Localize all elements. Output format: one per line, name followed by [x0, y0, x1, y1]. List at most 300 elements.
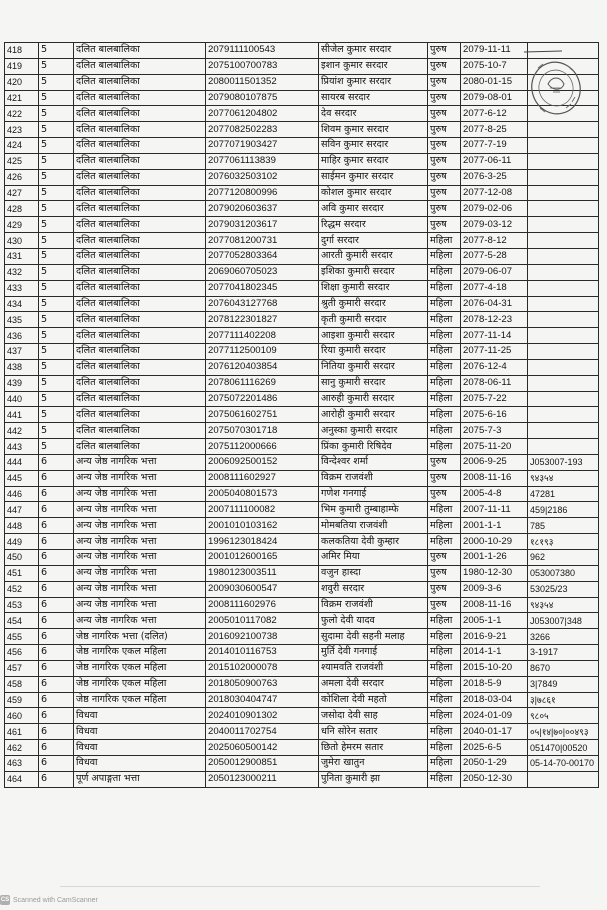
registration-number-cell: 2077111402208 [206, 328, 319, 344]
id-number-cell: J053007|348 [528, 613, 599, 629]
birth-date-cell: 2077-4-18 [461, 280, 528, 296]
registration-number-cell: 2078061116269 [206, 375, 319, 391]
program-code-cell: 6 [39, 550, 74, 566]
beneficiary-name-cell: इशिका कुमारी सरदार [319, 264, 428, 280]
registration-number-cell: 2077071903427 [206, 138, 319, 154]
birth-date-cell: 2075-11-20 [461, 439, 528, 455]
birth-date-cell: 2078-06-11 [461, 375, 528, 391]
gender-cell: महिला [428, 423, 461, 439]
serial-number-cell: 450 [5, 550, 39, 566]
birth-date-cell: 2077-8-12 [461, 233, 528, 249]
registration-number-cell: 2077041802345 [206, 280, 319, 296]
program-code-cell: 5 [39, 169, 74, 185]
registration-number-cell: 2001012600165 [206, 550, 319, 566]
serial-number-cell: 448 [5, 518, 39, 534]
gender-cell: पुरुष [428, 43, 461, 59]
program-code-cell: 5 [39, 185, 74, 201]
table-row [5, 645, 599, 661]
registration-number-cell: 2077120800996 [206, 185, 319, 201]
birth-date-cell: 2024-01-09 [461, 708, 528, 724]
gender-cell: पुरुष [428, 597, 461, 613]
birth-date-cell: 2077-11-25 [461, 344, 528, 360]
id-number-cell: 8670 [528, 660, 599, 676]
id-number-cell: 785 [528, 518, 599, 534]
beneficiary-name-cell: इशान कुमार सरदार [319, 58, 428, 74]
serial-number-cell: 430 [5, 233, 39, 249]
birth-date-cell: 2075-6-16 [461, 407, 528, 423]
birth-date-cell: 2006-9-25 [461, 454, 528, 470]
program-code-cell: 6 [39, 771, 74, 787]
table-row [5, 613, 599, 629]
program-code-cell: 5 [39, 217, 74, 233]
serial-number-cell: 428 [5, 201, 39, 217]
table-row [5, 233, 599, 249]
birth-date-cell: 2008-11-16 [461, 470, 528, 486]
serial-number-cell: 425 [5, 153, 39, 169]
serial-number-cell: 420 [5, 74, 39, 90]
gender-cell: पुरुष [428, 90, 461, 106]
gender-cell: पुरुष [428, 550, 461, 566]
program-category-cell: दलित बालबालिका [74, 90, 206, 106]
serial-number-cell: 439 [5, 375, 39, 391]
table-row [5, 660, 599, 676]
id-number-cell [528, 248, 599, 264]
birth-date-cell: 2001-1-26 [461, 550, 528, 566]
birth-date-cell: 2080-01-15 [461, 74, 528, 90]
gender-cell: महिला [428, 375, 461, 391]
serial-number-cell: 444 [5, 454, 39, 470]
beneficiary-name-cell: सविन कुमार सरदार [319, 138, 428, 154]
id-number-cell [528, 439, 599, 455]
table-row [5, 454, 599, 470]
gender-cell: महिला [428, 692, 461, 708]
beneficiary-name-cell: विक्रम राजवंशी [319, 470, 428, 486]
id-number-cell [528, 233, 599, 249]
birth-date-cell: 2018-5-9 [461, 676, 528, 692]
serial-number-cell: 452 [5, 581, 39, 597]
birth-date-cell: 2040-01-17 [461, 724, 528, 740]
gender-cell: महिला [428, 645, 461, 661]
program-category-cell: जेष्ठ नागरिक एकल महिला [74, 660, 206, 676]
table-row [5, 106, 599, 122]
program-category-cell: दलित बालबालिका [74, 391, 206, 407]
table-row [5, 264, 599, 280]
program-category-cell: अन्य जेष्ठ नागरिक भत्ता [74, 454, 206, 470]
serial-number-cell: 431 [5, 248, 39, 264]
program-category-cell: विधवा [74, 724, 206, 740]
registration-number-cell: 2018050900763 [206, 676, 319, 692]
birth-date-cell: 2076-04-31 [461, 296, 528, 312]
serial-number-cell: 419 [5, 58, 39, 74]
program-category-cell: दलित बालबालिका [74, 328, 206, 344]
serial-number-cell: 435 [5, 312, 39, 328]
beneficiary-name-cell: छितो हेमरम सतार [319, 740, 428, 756]
beneficiary-name-cell: प्रियांश कुमार सरदार [319, 74, 428, 90]
table-row [5, 708, 599, 724]
program-code-cell: 5 [39, 233, 74, 249]
serial-number-cell: 460 [5, 708, 39, 724]
gender-cell: महिला [428, 359, 461, 375]
beneficiary-name-cell: जसोदा देवी साह [319, 708, 428, 724]
table-row [5, 296, 599, 312]
registration-number-cell: 2079111100543 [206, 43, 319, 59]
program-category-cell: पूर्ण अपाङ्गता भत्ता [74, 771, 206, 787]
birth-date-cell: 2079-03-12 [461, 217, 528, 233]
program-code-cell: 6 [39, 613, 74, 629]
table-row [5, 185, 599, 201]
program-category-cell: जेष्ठ नागरिक एकल महिला [74, 676, 206, 692]
table-body [5, 43, 599, 788]
registration-number-cell: 2040011702754 [206, 724, 319, 740]
table-row [5, 407, 599, 423]
beneficiary-name-cell: आइशा कुमारी सरदार [319, 328, 428, 344]
serial-number-cell: 451 [5, 565, 39, 581]
program-category-cell: दलित बालबालिका [74, 280, 206, 296]
registration-number-cell: 1996123018424 [206, 534, 319, 550]
program-code-cell: 5 [39, 439, 74, 455]
table-row [5, 344, 599, 360]
serial-number-cell: 453 [5, 597, 39, 613]
registration-number-cell: 2005010117082 [206, 613, 319, 629]
table-row [5, 470, 599, 486]
program-code-cell: 5 [39, 423, 74, 439]
program-code-cell: 5 [39, 328, 74, 344]
birth-date-cell: 2050-1-29 [461, 755, 528, 771]
id-number-cell: 051470|00520 [528, 740, 599, 756]
program-category-cell: दलित बालबालिका [74, 74, 206, 90]
program-code-cell: 5 [39, 248, 74, 264]
beneficiary-name-cell: फुलो देवी यादव [319, 613, 428, 629]
gender-cell: पुरुष [428, 169, 461, 185]
gender-cell: महिला [428, 534, 461, 550]
table-row [5, 328, 599, 344]
id-number-cell [528, 280, 599, 296]
office-stamp [520, 46, 584, 124]
gender-cell: महिला [428, 296, 461, 312]
program-category-cell: दलित बालबालिका [74, 439, 206, 455]
beneficiary-name-cell: सायरब सरदार [319, 90, 428, 106]
program-code-cell: 5 [39, 74, 74, 90]
program-category-cell: दलित बालबालिका [74, 375, 206, 391]
program-category-cell: दलित बालबालिका [74, 423, 206, 439]
birth-date-cell: 2007-11-11 [461, 502, 528, 518]
beneficiary-name-cell: रिया कुमारी सरदार [319, 344, 428, 360]
program-category-cell: विधवा [74, 740, 206, 756]
id-number-cell [528, 407, 599, 423]
table-row [5, 534, 599, 550]
serial-number-cell: 445 [5, 470, 39, 486]
beneficiary-name-cell: आरुही कुमारी सरदार [319, 391, 428, 407]
serial-number-cell: 442 [5, 423, 39, 439]
id-number-cell: 3266 [528, 629, 599, 645]
gender-cell: महिला [428, 771, 461, 787]
registration-number-cell: 2050012900851 [206, 755, 319, 771]
table-row [5, 248, 599, 264]
beneficiary-name-cell: मुर्ति देवी गनगाई [319, 645, 428, 661]
beneficiary-name-cell: शिवम कुमार सरदार [319, 122, 428, 138]
id-number-cell [528, 375, 599, 391]
beneficiary-name-cell: श्यामवति राजवंशी [319, 660, 428, 676]
id-number-cell [528, 122, 599, 138]
camscanner-logo-icon: CS [0, 897, 10, 903]
program-category-cell: अन्य जेष्ठ नागरिक भत्ता [74, 502, 206, 518]
id-number-cell: 3|7849 [528, 676, 599, 692]
id-number-cell [528, 328, 599, 344]
table-row [5, 359, 599, 375]
table-row [5, 518, 599, 534]
table-row [5, 629, 599, 645]
table-row [5, 550, 599, 566]
beneficiary-name-cell: मोमबतिया राजवंशी [319, 518, 428, 534]
birth-date-cell: 2008-11-16 [461, 597, 528, 613]
program-category-cell: दलित बालबालिका [74, 312, 206, 328]
gender-cell: पुरुष [428, 58, 461, 74]
beneficiary-name-cell: दुर्गा सरदार [319, 233, 428, 249]
registration-number-cell: 1980123003511 [206, 565, 319, 581]
id-number-cell: ९४३५४ [528, 597, 599, 613]
beneficiary-name-cell: शिक्षा कुमारी सरदार [319, 280, 428, 296]
program-code-cell: 6 [39, 534, 74, 550]
program-category-cell: विधवा [74, 708, 206, 724]
serial-number-cell: 446 [5, 486, 39, 502]
gender-cell: महिला [428, 502, 461, 518]
program-code-cell: 5 [39, 296, 74, 312]
birth-date-cell: 2025-6-5 [461, 740, 528, 756]
registration-number-cell: 2076032503102 [206, 169, 319, 185]
gender-cell: महिला [428, 724, 461, 740]
registration-number-cell: 2075061602751 [206, 407, 319, 423]
serial-number-cell: 424 [5, 138, 39, 154]
birth-date-cell: 2077-8-25 [461, 122, 528, 138]
serial-number-cell: 438 [5, 359, 39, 375]
beneficiary-name-cell: साईमन कुमार सरदार [319, 169, 428, 185]
id-number-cell: ९८०५ [528, 708, 599, 724]
program-category-cell: जेष्ठ नागरिक भत्ता (दलित) [74, 629, 206, 645]
birth-date-cell: 2075-7-22 [461, 391, 528, 407]
id-number-cell: 3-1917 [528, 645, 599, 661]
gender-cell: महिला [428, 248, 461, 264]
table-row [5, 439, 599, 455]
table-row [5, 692, 599, 708]
beneficiary-name-cell: सीजेल कुमार सरदार [319, 43, 428, 59]
program-category-cell: दलित बालबालिका [74, 185, 206, 201]
gender-cell: पुरुष [428, 138, 461, 154]
serial-number-cell: 455 [5, 629, 39, 645]
program-code-cell: 5 [39, 122, 74, 138]
id-number-cell: 962 [528, 550, 599, 566]
table-row [5, 565, 599, 581]
id-number-cell: 05-14-70-00170 [528, 755, 599, 771]
table-row [5, 755, 599, 771]
serial-number-cell: 457 [5, 660, 39, 676]
beneficiary-name-cell: विक्रम राजवंशी [319, 597, 428, 613]
program-code-cell: 5 [39, 138, 74, 154]
program-code-cell: 6 [39, 502, 74, 518]
registration-number-cell: 2077061113839 [206, 153, 319, 169]
id-number-cell [528, 312, 599, 328]
gender-cell: महिला [428, 391, 461, 407]
table-row [5, 43, 599, 59]
table-row [5, 375, 599, 391]
id-number-cell: ०५|१४|७०|००४९३ [528, 724, 599, 740]
gender-cell: महिला [428, 407, 461, 423]
birth-date-cell: 2077-6-12 [461, 106, 528, 122]
id-number-cell [528, 138, 599, 154]
serial-number-cell: 423 [5, 122, 39, 138]
table-row [5, 724, 599, 740]
program-category-cell: अन्य जेष्ठ नागरिक भत्ता [74, 518, 206, 534]
table-row [5, 169, 599, 185]
birth-date-cell: 2014-1-1 [461, 645, 528, 661]
program-code-cell: 5 [39, 407, 74, 423]
scanner-watermark [0, 893, 98, 907]
program-code-cell: 5 [39, 375, 74, 391]
program-category-cell: दलित बालबालिका [74, 43, 206, 59]
registration-number-cell: 2078122301827 [206, 312, 319, 328]
id-number-cell [528, 391, 599, 407]
gender-cell: पुरुष [428, 454, 461, 470]
birth-date-cell: 2018-03-04 [461, 692, 528, 708]
program-code-cell: 5 [39, 280, 74, 296]
program-category-cell: दलित बालबालिका [74, 138, 206, 154]
table-row [5, 486, 599, 502]
program-code-cell: 5 [39, 58, 74, 74]
birth-date-cell: 2005-1-1 [461, 613, 528, 629]
serial-number-cell: 463 [5, 755, 39, 771]
page-bottom-rule [60, 886, 540, 887]
beneficiary-name-cell: अनुस्का कुमारी सरदार [319, 423, 428, 439]
beneficiary-name-cell: शवुरी सरदार [319, 581, 428, 597]
id-number-cell: ९४३५४ [528, 470, 599, 486]
beneficiary-name-cell: अमिर मिया [319, 550, 428, 566]
gender-cell: महिला [428, 613, 461, 629]
serial-number-cell: 426 [5, 169, 39, 185]
serial-number-cell: 433 [5, 280, 39, 296]
beneficiary-name-cell: प्रिंका कुमारी रिषिदेव [319, 439, 428, 455]
id-number-cell [528, 359, 599, 375]
id-number-cell: 53025/23 [528, 581, 599, 597]
beneficiary-name-cell: नितिया कुमारी सरदार [319, 359, 428, 375]
registration-number-cell: 2079031203617 [206, 217, 319, 233]
gender-cell: महिला [428, 676, 461, 692]
program-category-cell: अन्य जेष्ठ नागरिक भत्ता [74, 550, 206, 566]
table-row [5, 676, 599, 692]
serial-number-cell: 461 [5, 724, 39, 740]
registration-number-cell: 2001010103162 [206, 518, 319, 534]
id-number-cell [528, 296, 599, 312]
gender-cell: महिला [428, 344, 461, 360]
registration-number-cell: 2016092100738 [206, 629, 319, 645]
program-code-cell: 5 [39, 153, 74, 169]
registration-number-cell: 2024010901302 [206, 708, 319, 724]
program-code-cell: 6 [39, 470, 74, 486]
scanner-label: Scanned with CamScanner [13, 896, 98, 904]
program-code-cell: 6 [39, 724, 74, 740]
birth-date-cell: 2077-7-19 [461, 138, 528, 154]
program-code-cell: 6 [39, 755, 74, 771]
serial-number-cell: 427 [5, 185, 39, 201]
registration-number-cell: 2007111100082 [206, 502, 319, 518]
gender-cell: महिला [428, 660, 461, 676]
registration-number-cell: 2077082502283 [206, 122, 319, 138]
birth-date-cell: 2079-02-06 [461, 201, 528, 217]
birth-date-cell: 2079-08-01 [461, 90, 528, 106]
gender-cell: महिला [428, 264, 461, 280]
birth-date-cell: 2005-4-8 [461, 486, 528, 502]
registration-number-cell: 2006092500152 [206, 454, 319, 470]
program-code-cell: 5 [39, 264, 74, 280]
id-number-cell: १८१९३ [528, 534, 599, 550]
serial-number-cell: 432 [5, 264, 39, 280]
id-number-cell [528, 771, 599, 787]
registration-number-cell: 2076120403854 [206, 359, 319, 375]
birth-date-cell: 2077-06-11 [461, 153, 528, 169]
beneficiary-name-cell: धनि सोरेन सतार [319, 724, 428, 740]
id-number-cell [528, 264, 599, 280]
registration-number-cell: 2008111602976 [206, 597, 319, 613]
beneficiary-name-cell: देव सरदार [319, 106, 428, 122]
birth-date-cell: 2015-10-20 [461, 660, 528, 676]
program-code-cell: 6 [39, 676, 74, 692]
beneficiary-name-cell: श्रुती कुमारी सरदार [319, 296, 428, 312]
birth-date-cell: 2075-10-7 [461, 58, 528, 74]
program-category-cell: दलित बालबालिका [74, 233, 206, 249]
birth-date-cell: 2077-5-28 [461, 248, 528, 264]
birth-date-cell: 1980-12-30 [461, 565, 528, 581]
registration-number-cell: 2025060500142 [206, 740, 319, 756]
gender-cell: महिला [428, 755, 461, 771]
beneficiary-name-cell: रिद्धम सरदार [319, 217, 428, 233]
table-row [5, 597, 599, 613]
beneficiary-name-cell: आरोही कुमारी सरदार [319, 407, 428, 423]
table-row [5, 502, 599, 518]
program-category-cell: अन्य जेष्ठ नागरिक भत्ता [74, 470, 206, 486]
program-code-cell: 5 [39, 312, 74, 328]
program-category-cell: अन्य जेष्ठ नागरिक भत्ता [74, 613, 206, 629]
program-category-cell: दलित बालबालिका [74, 201, 206, 217]
registration-number-cell: 2008111602927 [206, 470, 319, 486]
gender-cell: पुरुष [428, 153, 461, 169]
birth-date-cell: 2076-3-25 [461, 169, 528, 185]
serial-number-cell: 447 [5, 502, 39, 518]
table-row [5, 201, 599, 217]
program-code-cell: 5 [39, 90, 74, 106]
id-number-cell [528, 153, 599, 169]
serial-number-cell: 418 [5, 43, 39, 59]
program-code-cell: 6 [39, 454, 74, 470]
registration-number-cell: 2079080107875 [206, 90, 319, 106]
gender-cell: महिला [428, 439, 461, 455]
beneficiary-name-cell: आरती कुमारी सरदार [319, 248, 428, 264]
birth-date-cell: 2050-12-30 [461, 771, 528, 787]
id-number-cell: ३|७८६१ [528, 692, 599, 708]
program-code-cell: 6 [39, 486, 74, 502]
program-category-cell: दलित बालबालिका [74, 296, 206, 312]
table-row [5, 740, 599, 756]
id-number-cell [528, 185, 599, 201]
registration-number-cell: 2075100700783 [206, 58, 319, 74]
program-category-cell: विधवा [74, 755, 206, 771]
table-row [5, 280, 599, 296]
gender-cell: महिला [428, 629, 461, 645]
program-code-cell: 5 [39, 106, 74, 122]
registration-number-cell: 2018030404747 [206, 692, 319, 708]
gender-cell: पुरुष [428, 74, 461, 90]
birth-date-cell: 2079-11-11 [461, 43, 528, 59]
serial-number-cell: 454 [5, 613, 39, 629]
serial-number-cell: 456 [5, 645, 39, 661]
serial-number-cell: 443 [5, 439, 39, 455]
